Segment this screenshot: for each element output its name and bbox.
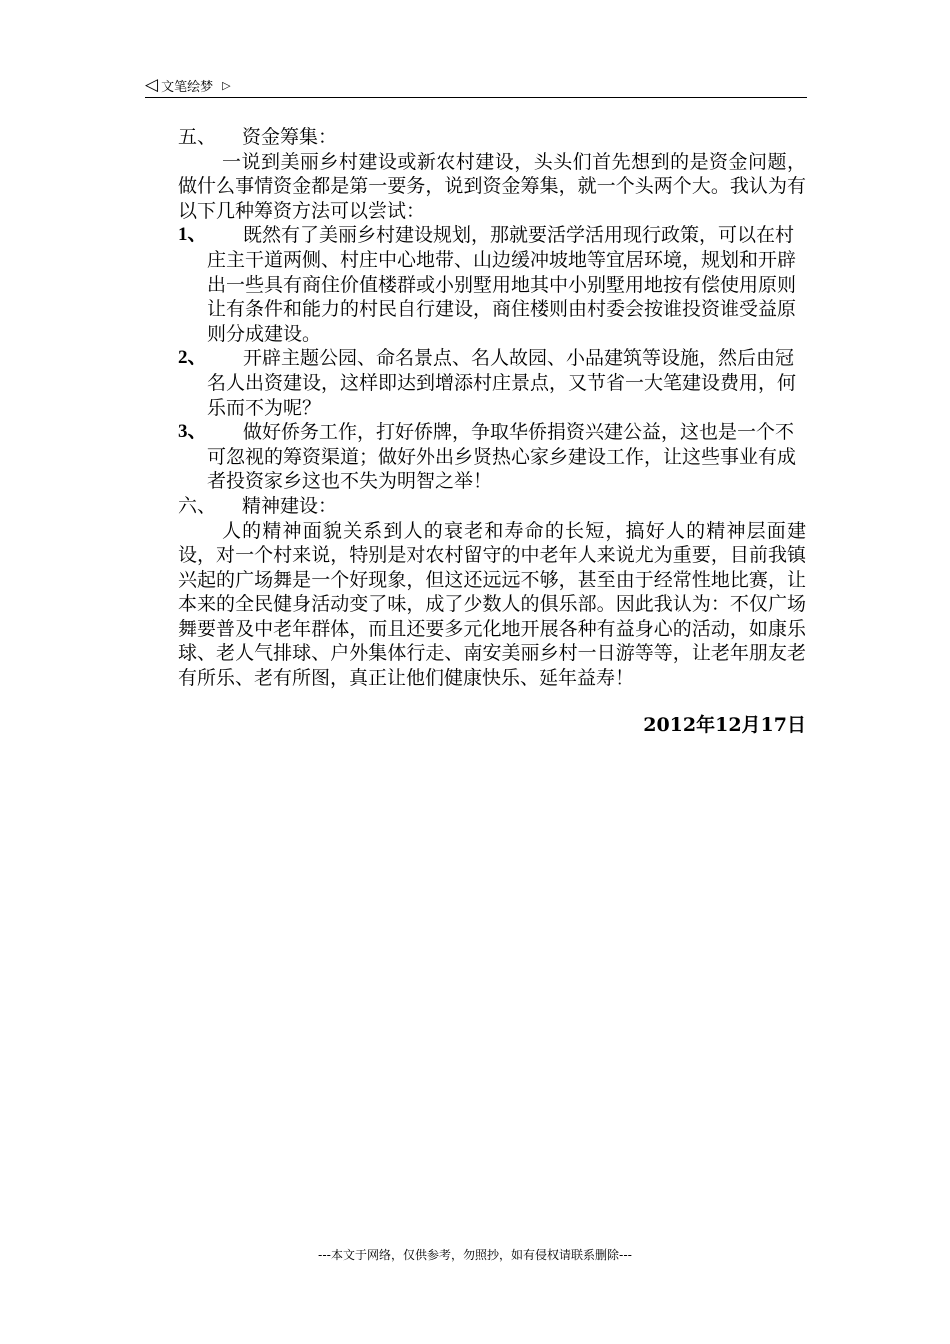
list-item-text: 做好侨务工作，打好侨牌，争取华侨捐资兴建公益，这也是一个不可忽视的筹资渠道；做好外出乡贤热心家乡建设工作，让这些事业有成者投资家乡这也不失为明智之举！ [207, 421, 797, 493]
section-five-heading [178, 125, 806, 150]
list-item [178, 420, 806, 494]
page-header [145, 74, 805, 96]
list-item [178, 346, 806, 420]
section-title: 资金筹集： [242, 126, 338, 148]
section-five-intro: 一说到美丽乡村建设或新农村建设，头头们首先想到的是资金问题，做什么事情资金都是第一要务，说到资金筹集，就一个头两个大。我认为有以下几种筹资方法可以尝试： [178, 150, 806, 222]
list-item-number: 3、 [178, 421, 207, 443]
document-date: 2012年12月17日 [643, 713, 806, 736]
section-number: 五、 [178, 126, 217, 148]
document-body [178, 125, 806, 737]
list-item-number: 1、 [178, 224, 207, 246]
header-title: 文笔绘梦 [161, 79, 214, 95]
header-divider [145, 97, 807, 98]
section-number: 六、 [178, 494, 217, 517]
list-item-number: 2、 [178, 347, 207, 369]
triangle-left-icon: ◁ [145, 74, 159, 95]
list-item-text: 开辟主题公园、命名景点、名人故园、小品建筑等设施，然后由冠名人出资建设，这样即达到增添村庄景点，又节省一大笔建设费用，何乐而不为呢？ [207, 347, 797, 419]
section-six-body: 人的精神面貌关系到人的衰老和寿命的长短，搞好人的精神层面建设，对一个村来说，特别是对农村留守的中老年人来说尤为重要，目前我镇兴起的广场舞是一个好现象，但这还远远不够，甚至由于经常性地比赛，让本来的全民健身活动变了味，成了少数人的俱乐部。因此我认为：不仅广场舞要普及中老年群体，而且还要多元化地开展各种有益身心的活动，如康乐球、老人气排球、户外集体行走、南安美丽乡村一日游等等，让老年朋友老有所乐、老有所图，真正让他们健康快乐、延年益寿！ [178, 519, 806, 690]
triangle-right-icon: ▷ [222, 78, 231, 92]
section-title: 精神建设： [242, 494, 338, 517]
section-six-heading [178, 494, 806, 519]
list-item [178, 223, 806, 346]
list-item-text: 既然有了美丽乡村建设规划，那就要活学活用现行政策，可以在村庄主干道两侧、村庄中心地带、山边缓冲坡地等宜居环境，规划和开辟出一些具有商住价值楼群或小别墅用地其中小别墅用地按有偿使用原则让有条件和能力的村民自行建设，商住楼则由村委会按谁投资谁受益原则分成建设。 [207, 224, 797, 345]
page-footer: ---本文于网络，仅供参考，勿照抄，如有侵权请联系删除--- [318, 1248, 632, 1262]
